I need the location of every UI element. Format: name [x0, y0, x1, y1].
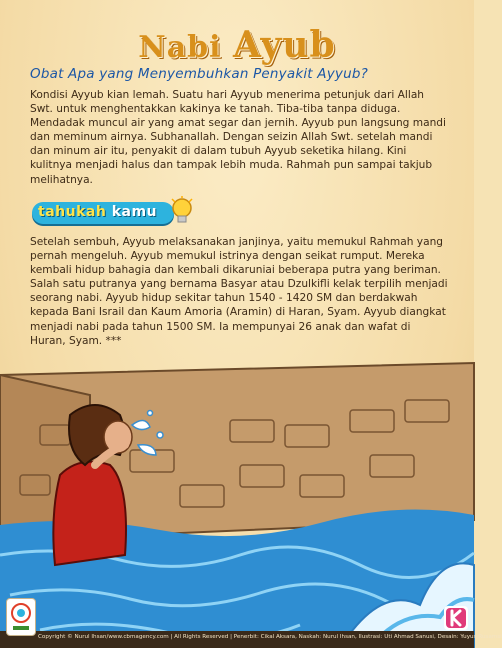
k-logo-icon [444, 606, 468, 630]
lightbulb-icon [170, 196, 194, 228]
title-word-ayub: Ayub [232, 24, 336, 66]
fact-paragraph: Setelah sembuh, Ayyub melaksanakan janjinya, yaitu memukul Rahmah yang pernah mengeluh. Ayyub memukul istrinya dengan seikat rumput. Mereka kembali hidup bahagia dan kembali dikaruniai beberapa putra yang beriman. Salah satu putranya yang bernama Basyar atau Dzulkifli kelak terpilih menjadi seorang nabi. Ayyub hidup sekitar tahun 1540 - 1420 SM dan berdakwah kepada Bani Israil dan Kaum Amoria (Aramin) di Haran, Syam. Ayyub diangkat menjadi nabi pada tahun 1500 SM. Ia mempunyai 26 anak dan wafat di Huran, Syam. *** [30, 236, 448, 347]
badge-word-kamu: kamu [111, 204, 157, 220]
badge-word-tahukah: tahukah [38, 204, 107, 220]
page-subtitle: Obat Apa yang Menyembuhkan Penyakit Ayyub? [30, 66, 368, 82]
badge-label [38, 204, 157, 220]
copyright-text: Copyright © Nurul Ihsan/www.cbmagency.com | All Rights Reserved | Penerbit: Cikal Aksara, Naskah: Nurul Ihsan, Ilustrasi: Uti Ahmad Sanusi, Desain: Yuyus Rusamsi [38, 634, 502, 640]
story-paragraph-1: Kondisi Ayyub kian lemah. Suatu hari Ayyub menerima petunjuk dari Allah Swt. untuk menghentakkan kakinya ke tanah. Tiba-tiba tanpa diduga. Mendadak muncul air yang amat segar dan jernih. Ayyub pun langsung mandi dan meminum airnya. Subhanallah. Dengan seizin Allah Swt. setelah mandi dan minum air itu, penyakit di dalam tubuh Ayyub seketika hilang. Kini kulitnya menjadi halus dan tampak lebih muda. Rahmah pun sampai takjub melihatnya. [30, 89, 446, 186]
publisher-logo-icon [7, 599, 35, 635]
title-word-nabi: Nabi [138, 30, 222, 65]
page-title [0, 24, 474, 66]
publisher-logo [6, 598, 36, 636]
tahukah-kamu-badge [18, 196, 194, 234]
person-body [53, 462, 126, 565]
illustration-ayub-bathing [0, 355, 502, 648]
brand-k-logo [444, 606, 468, 630]
